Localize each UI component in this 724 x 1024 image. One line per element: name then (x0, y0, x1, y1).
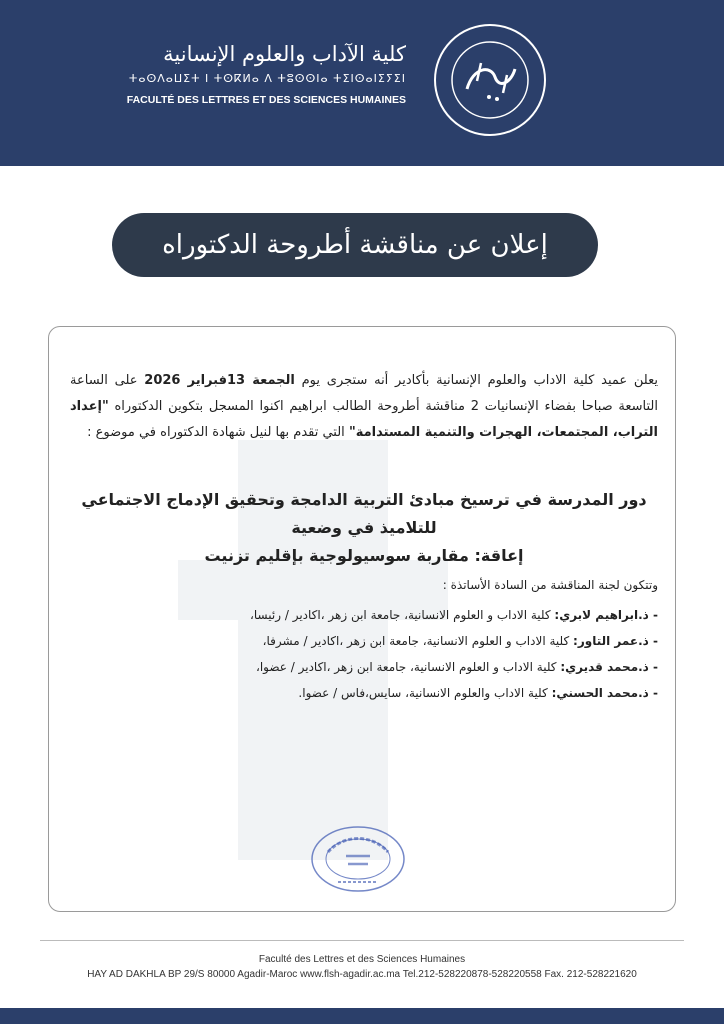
faculty-name-tifinagh: ⵜⴰⵙⴷⴰⵡⵉⵜ ⵏ ⵜⵙⴽⵍⴰ ⴷ ⵜⵓⵙⵙⵏⴰ ⵜⵉⵏⵙⴰⵏⵉⵢⵉⵏ (128, 72, 406, 85)
jury-member-affiliation: كلية الاداب و العلوم الانسانية، جامعة ابن زهر ،اكادير / عضوا، (255, 660, 561, 674)
jury-member (70, 654, 658, 680)
jury-member-affiliation: كلية الاداب و العلوم الانسانية، جامعة ابن زهر ،اكادير / رئيسا، (250, 608, 555, 622)
doctoral-program: "إعداد التراب، المجتمعات، الهجرات والتنمية المستدامة" (70, 399, 658, 440)
official-stamp (308, 824, 408, 894)
thesis-subject-line2: إعاقة: مقاربة سوسيولوجية بإقليم تزنيت (204, 546, 524, 565)
thesis-subject (70, 486, 658, 570)
jury-member (70, 680, 658, 706)
jury-member-name: - ذ.عمر التاور: (573, 634, 658, 648)
jury-member (70, 628, 658, 654)
header-banner (0, 0, 724, 166)
faculty-name-french: FACULTÉ DES LETTRES ET DES SCIENCES HUMAINES (126, 94, 406, 106)
jury-member (70, 602, 658, 628)
announcement-title: إعلان عن مناقشة أطروحة الدكتوراه (162, 230, 548, 260)
footer-faculty-name: Faculté des Lettres et des Sciences Humaines (258, 954, 466, 965)
footer-divider (40, 940, 684, 941)
jury-member-name: - ذ.ابراهيم لابري: (554, 608, 658, 622)
announcement-part2: على الساعة التاسعة صباحا بفضاء الإنسانيات 2 مناقشة أطروحة الطالب ابراهيم اكنوا المسجل بتكوين الدكتوراه (70, 373, 658, 414)
faculty-name-arabic: كلية الآداب والعلوم الإنسانية (163, 42, 406, 66)
footer-bar (0, 1008, 724, 1024)
announcement-paragraph (70, 368, 658, 446)
jury-member-name: - ذ.محمد الحسني: (551, 686, 658, 700)
jury-member-affiliation: كلية الاداب و العلوم الانسانية، جامعة ابن زهر ،اكادير / مشرفا، (262, 634, 574, 648)
jury-intro: وتتكون لجنة المناقشة من السادة الأساتذة : (442, 578, 658, 592)
announcement-part1: يعلن عميد كلية الاداب والعلوم الإنسانية بأكادير أنه ستجرى يوم (294, 373, 659, 388)
footer-contact: HAY AD DAKHLA BP 29/S 80000 Agadir-Maroc www.flsh-agadir.ac.ma Tel.212-528220878-528220558 Fax. 212-528221620 (87, 969, 637, 980)
jury-list (70, 602, 658, 706)
jury-member-name: - ذ.محمد قديري: (560, 660, 658, 674)
jury-member-affiliation: كلية الاداب والعلوم الانسانية، سايس،فاس / عضوا. (298, 686, 552, 700)
announcement-part3: التي تقدم بها لنيل شهادة الدكتوراه في موضوع : (87, 425, 349, 440)
defense-date: الجمعة 13فبراير 2026 (144, 373, 295, 388)
university-logo (433, 23, 547, 137)
announcement-title-banner (112, 213, 598, 277)
thesis-subject-line1: دور المدرسة في ترسيخ مبادئ التربية الدامجة وتحقيق الإدماج الاجتماعي للتلاميذ في وضعية (81, 490, 647, 537)
